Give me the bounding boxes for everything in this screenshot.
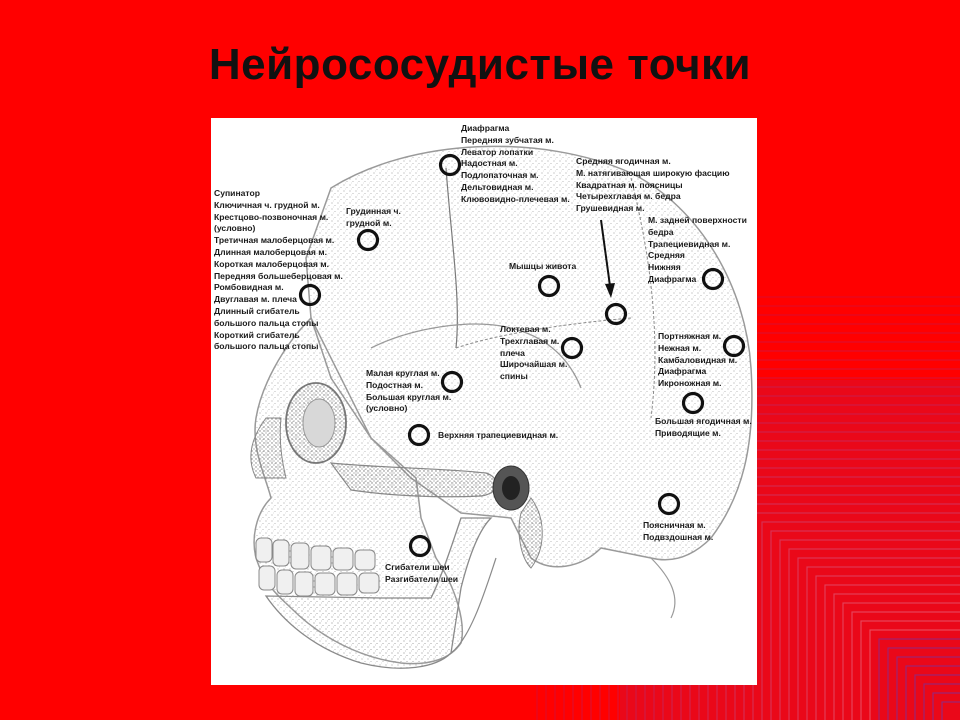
label-top-center: Диафрагма Передняя зубчатая м. Леватор лопатки Надостная м. Подлопаточная м. Дельтовидная м. Клювовидно-плечевая м. [461, 123, 570, 204]
label-left: Супинатор Ключичная ч. грудной м. Крестцово-позвоночная м. (условно) Третичная малоберцовая м. Длинная малоберцовая м. Короткая малоберцовая м. Передняя большеберцовая м. Ромбовидная м. Двуглавая м. плеча Длинный сгибатель большого пальца стопы Короткий сгибатель большого пальца стопы [214, 188, 343, 352]
slide-title: Нейрососудистые точки [208, 40, 752, 89]
label-gluteus: Большая ягодичная м. Приводящие м. [655, 416, 752, 438]
label-right-middle: Портняжная м. Нежная м. Камбаловидная м. Диафрагма Икроножная м. [658, 331, 738, 389]
skull-figure [211, 118, 757, 685]
label-pectoral: Грудинная ч. грудной м. [346, 206, 401, 228]
label-lumbar: Поясничная м. Подвздошная м. [643, 520, 714, 542]
label-right-upper: М. задней поверхности бедра Трапециевидная м. Средняя Нижняя Диафрагма [648, 215, 747, 284]
label-top-right: Средняя ягодичная м. М. натягивающая широкую фасцию Квадратная м. поясницы Четырехглавая м. бедра Грушевидная м. [576, 156, 730, 214]
label-trapezius-upper: Верхняя трапециевидная м. [438, 430, 559, 440]
label-abdomen: Мышцы живота [509, 261, 577, 271]
label-neck: Сгибатели шеи Разгибатели шеи [385, 562, 459, 584]
label-teres: Малая круглая м. Подостная м. Большая круглая м. (условно) [366, 368, 452, 414]
label-elbow: Локтевая м. Трехглавая м. плеча Широчайшая м. спины [500, 324, 568, 382]
